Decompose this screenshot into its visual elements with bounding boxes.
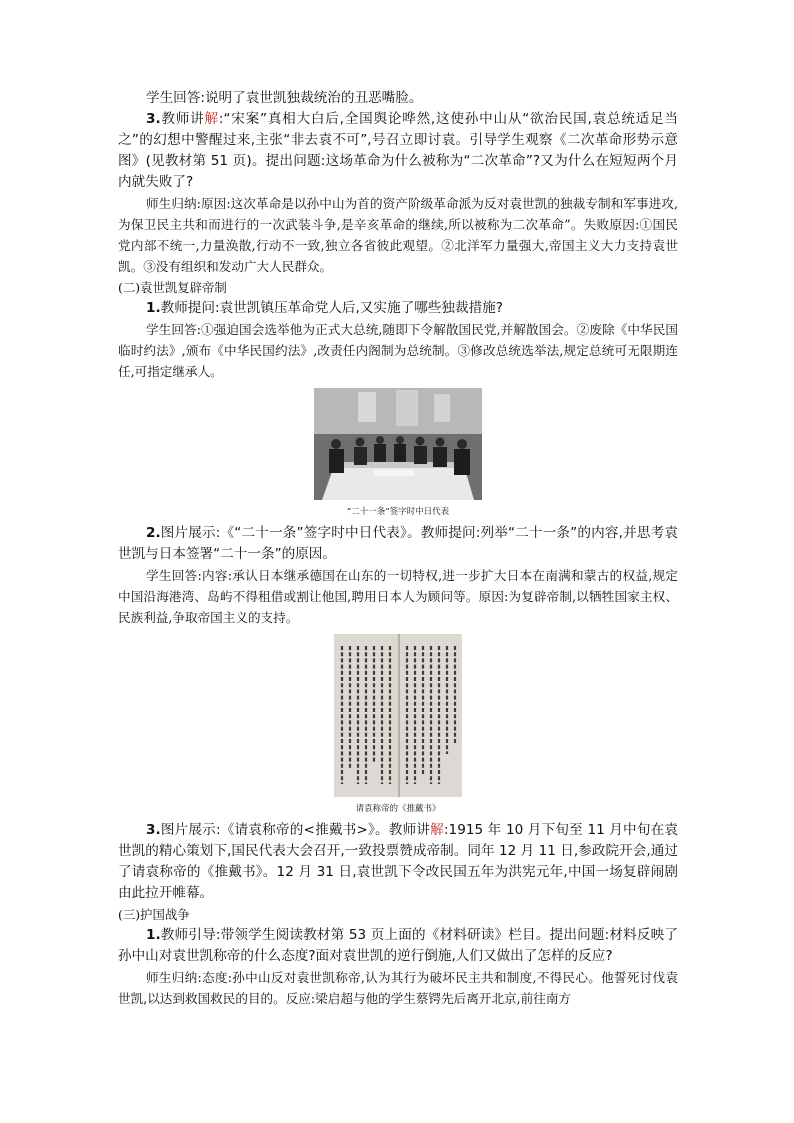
teacher-guidance-1 <box>118 925 678 967</box>
body-text: 图片展示:《“二十一条”签字时中日代表》。教师提问:列举“二十一条”的内容,并思考袁世凯与日本签署“二十一条”的原因。 <box>118 525 678 562</box>
body-text: 教师引导:带领学生阅读教材第 53 页上面的《材料研读》栏目。提出问题:材料反映了孙中山对袁世凯称帝的什么态度?面对袁世凯的逆行倒施,人们又做出了怎样的反应? <box>118 927 678 964</box>
student-answer-1: 学生回答:说明了袁世凯独裁统治的丑恶嘴脸。 <box>146 90 423 106</box>
body-text: 教师提问:袁世凯镇压革命党人后,又实施了哪些独裁措施? <box>160 300 503 316</box>
body-text: :“宋案”真相大白后,全国舆论哗然,这使孙中山从“欲治民国,袁总统适足当之”的幻想中警醒过来,主张“非去袁不可”,号召立即讨袁。引导学生观察《二次革命形势示意图》(见教材第 51 页)。提出问题:这场革命为什么被称为“二次革命”?又为什么在短短两个月内就失败了? <box>118 111 679 190</box>
figure-caption: “二十一条”签字时中日代表 <box>346 507 450 517</box>
item-number: 1. <box>146 927 161 943</box>
lead-text: 图片展示:《请袁称帝的<推戴书>》。教师讲 <box>160 822 431 838</box>
student-answer-3: 学生回答:内容:承认日本继承德国在山东的一切特权,进一步扩大日本在南满和蒙古的权益,规定中国沿海港湾、岛屿不得租借或割让他国,聘用日本人为顾问等。原因:为复辟帝制,以牺牲国家主权、民族利益,争取帝国主义的支持。 <box>118 568 678 625</box>
highlight-text: 解 <box>204 111 219 127</box>
lead-text: 教师讲 <box>160 111 205 127</box>
student-answer-2: 学生回答:①强迫国会选举他为正式大总统,随即下令解散国民党,并解散国会。②废除《中华民国临时约法》,颁布《中华民国约法》,改责任内阁制为总统制。③修改总统选举法,规定总统可无限期连任,可指定继承人。 <box>118 322 678 379</box>
signing-photo <box>314 388 482 500</box>
section-heading-2: (二)袁世凯复辟帝制 <box>118 280 227 295</box>
picture-display-1 <box>118 523 678 565</box>
document-page <box>118 88 678 1009</box>
figure-signing-photo <box>118 388 678 519</box>
teacher-question-1 <box>118 298 678 319</box>
figure-petition-document <box>118 634 678 816</box>
highlight-text: 解 <box>430 822 444 838</box>
item-number: 3. <box>146 822 161 838</box>
petition-document-image <box>334 634 462 797</box>
body-text: :1915 年 10 月下旬至 11 月中旬在袁世凯的精心策划下,国民代表大会召开,一致投票赞成帝制。同年 12 月 11 日,参政院开会,通过了请袁称帝的《推戴书》。12 月 31 日,袁世凯下令改民国五年为洪宪元年,中国一场复辟闹剧由此拉开帷幕。 <box>118 822 679 901</box>
item-number: 2. <box>146 525 161 541</box>
figure-caption: 请袁称帝的《推戴书》 <box>355 804 441 814</box>
picture-display-2 <box>118 820 678 904</box>
item-number: 3. <box>146 111 161 127</box>
section-heading-3: (三)护国战争 <box>118 907 190 922</box>
teacher-explanation-1 <box>118 109 678 193</box>
item-number: 1. <box>146 300 161 316</box>
summary-1: 师生归纳:原因:这次革命是以孙中山为首的资产阶级革命派为反对袁世凯的独裁专制和军事进攻,为保卫民主共和而进行的一次武装斗争,是辛亥革命的继续,所以被称为二次革命”。失败原因:①国民党内部不统一,力量涣散,行动不一致,独立各省彼此观望。②北洋军力量强大,帝国主义大力支持袁世凯。③没有组织和发动广大人民群众。 <box>118 196 678 274</box>
summary-2: 师生归纳:态度:孙中山反对袁世凯称帝,认为其行为破坏民主共和制度,不得民心。他誓死讨伐袁世凯,以达到救国救民的目的。反应:梁启超与他的学生蔡锷先后离开北京,前往南方 <box>118 970 678 1006</box>
